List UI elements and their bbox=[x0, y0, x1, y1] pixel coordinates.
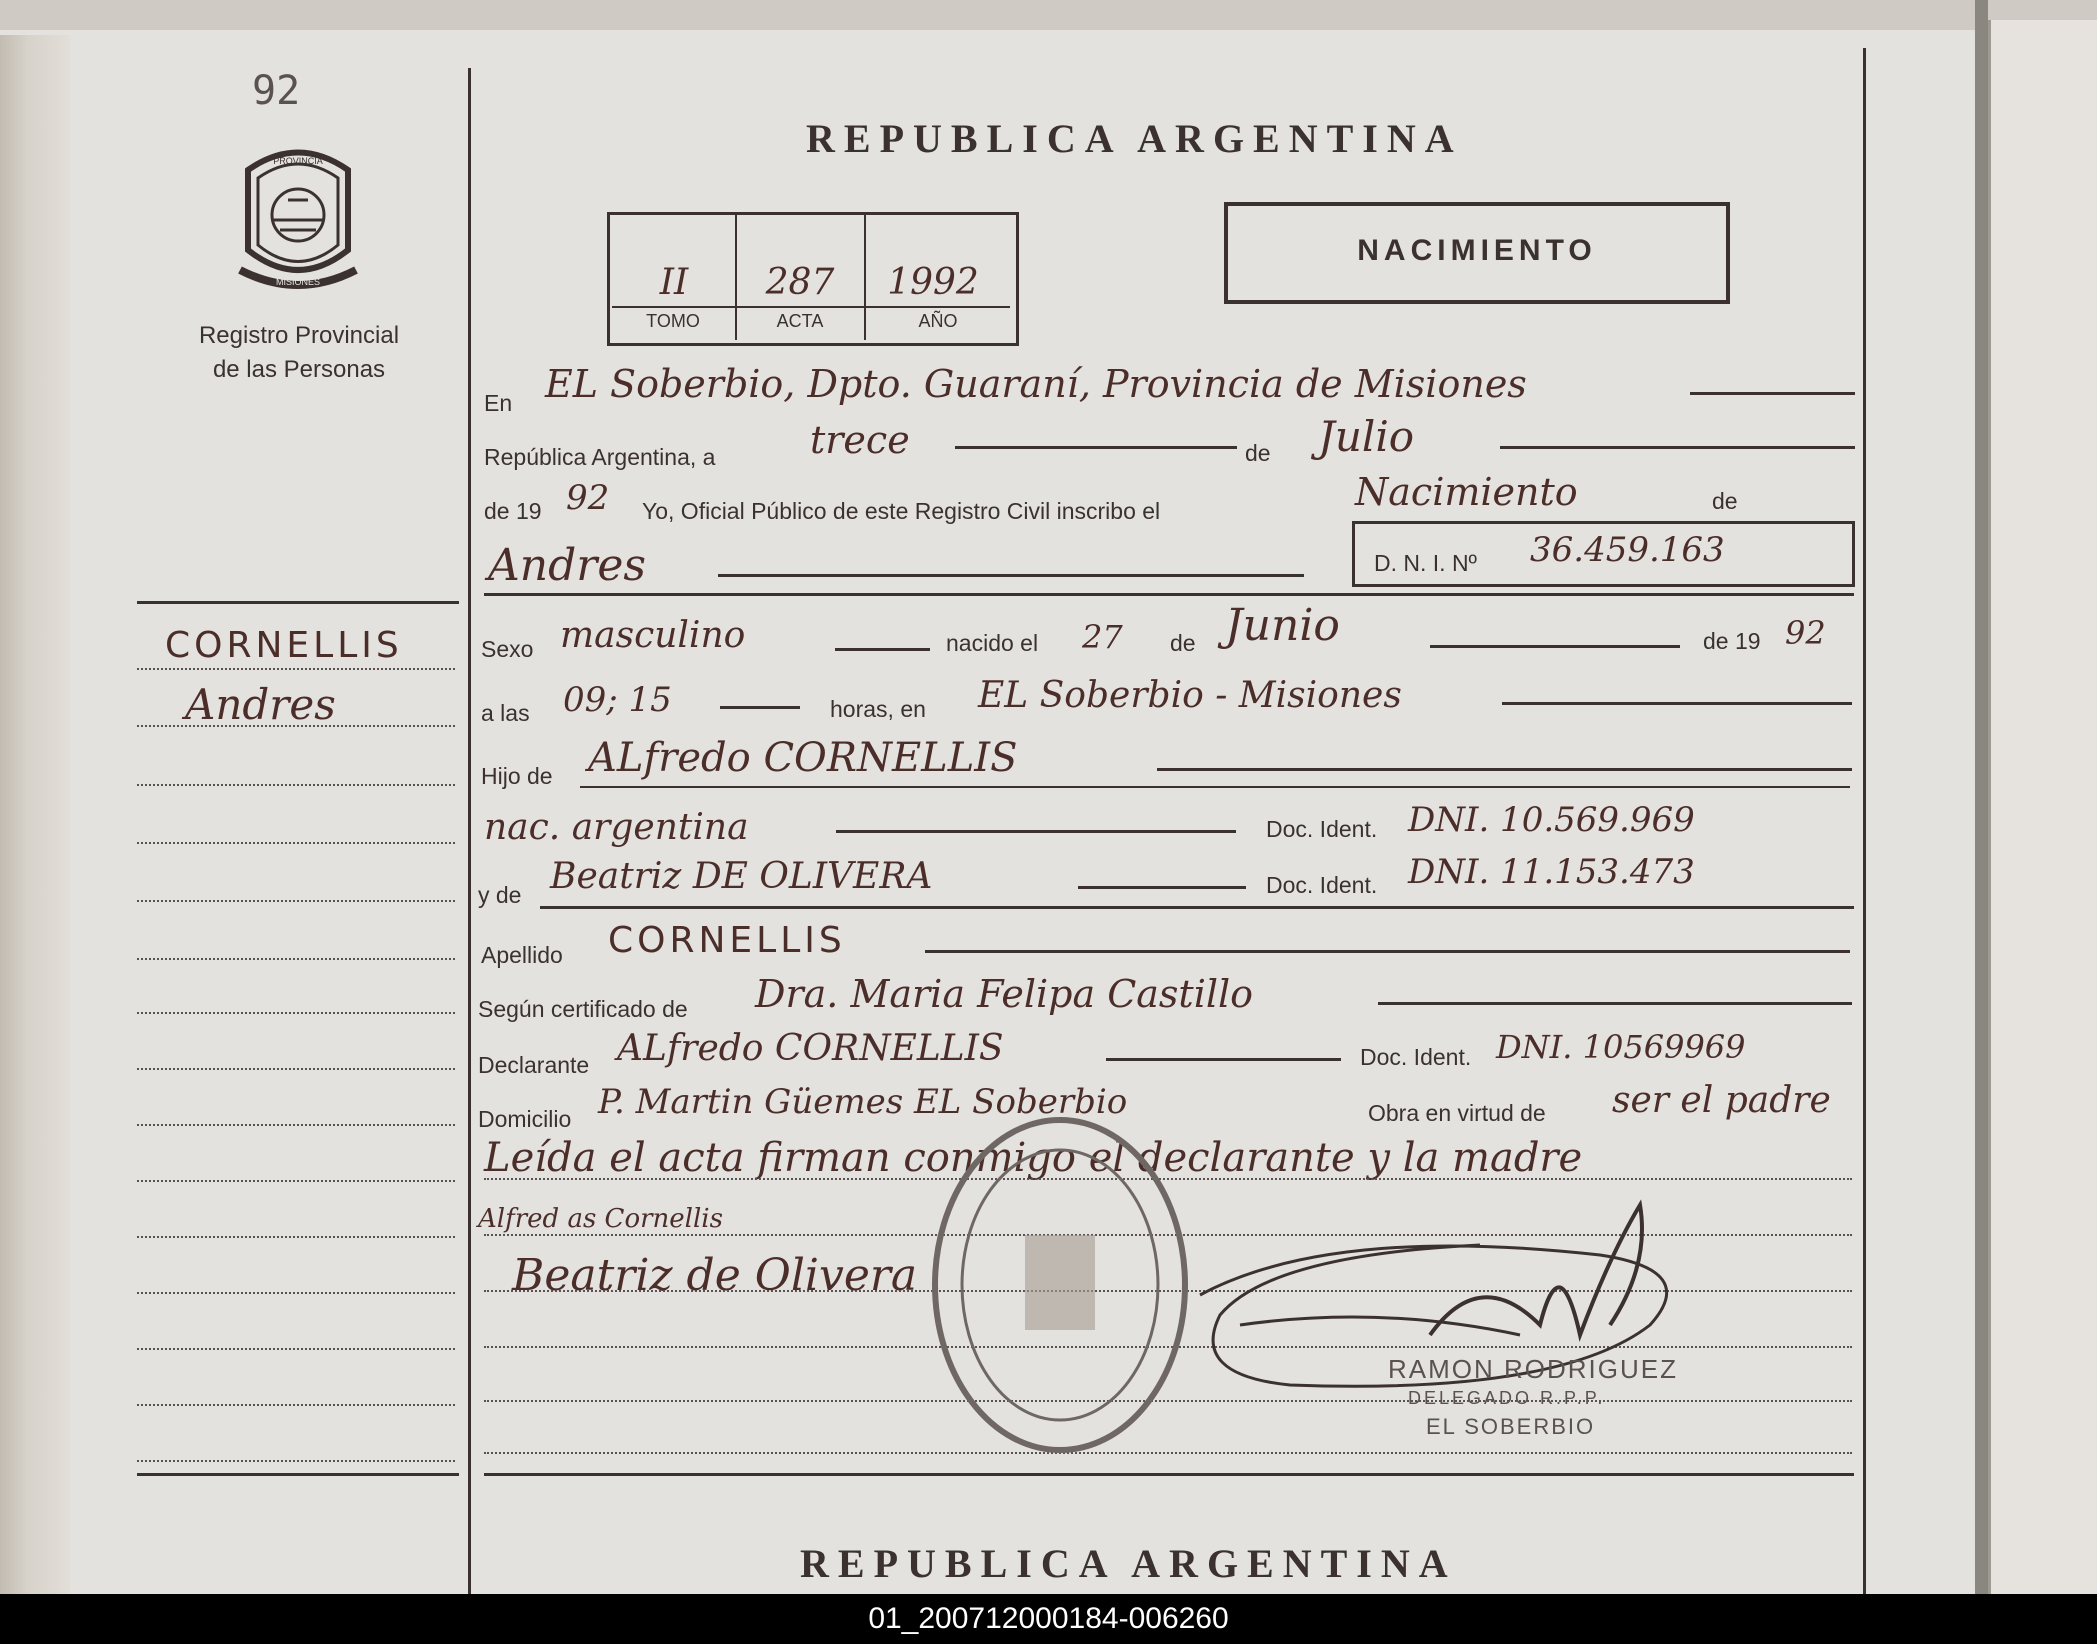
birth-year-suffix: 92 bbox=[1785, 614, 1826, 652]
book-left-edge bbox=[0, 35, 70, 1595]
margin-rule bbox=[137, 900, 455, 902]
mother-name: Beatriz DE OLIVERA bbox=[550, 856, 933, 897]
fill-line bbox=[955, 446, 1237, 449]
fill-line bbox=[835, 648, 930, 651]
bottom-rule bbox=[484, 1473, 1854, 1476]
de-label-3: de bbox=[1170, 630, 1196, 656]
fill-line bbox=[1430, 645, 1680, 648]
margin-rule bbox=[137, 1292, 455, 1294]
acta-label: ACTA bbox=[776, 311, 824, 331]
segun-value: Dra. Maria Felipa Castillo bbox=[755, 972, 1254, 1016]
book-top-edge bbox=[0, 0, 2097, 30]
domicilio-value: P. Martin Güemes EL Soberbio bbox=[598, 1082, 1128, 1122]
acta-value: 287 bbox=[765, 262, 835, 303]
left-column-bottom-rule bbox=[137, 1473, 459, 1476]
fill-line bbox=[1500, 446, 1855, 449]
margin-rule bbox=[137, 1012, 455, 1014]
fill-line bbox=[1157, 768, 1852, 771]
registry-name-line1: Registro Provincial bbox=[198, 322, 400, 349]
fill-line bbox=[1378, 1002, 1852, 1005]
section-rule bbox=[540, 906, 1854, 909]
page-number: 92 bbox=[252, 68, 301, 114]
en-label: En bbox=[484, 390, 513, 416]
apellido-value: CORNELLIS bbox=[608, 920, 846, 961]
republica-label: República Argentina, a bbox=[484, 444, 716, 470]
column-divider bbox=[468, 68, 471, 1594]
hijo-label: Hijo de bbox=[481, 763, 553, 789]
declarante-value: ALfredo CORNELLIS bbox=[617, 1028, 1004, 1069]
anio-value: 1992 bbox=[887, 262, 979, 303]
mother-doc: DNI. 11.153.473 bbox=[1408, 852, 1695, 892]
margin-rule bbox=[137, 1068, 455, 1070]
oficial-text: Yo, Oficial Público de este Registro Civil inscribo el bbox=[642, 498, 1161, 524]
record-type: NACIMIENTO bbox=[1357, 234, 1597, 267]
registry-name-line2: de las Personas bbox=[212, 356, 386, 383]
tomo-label: TOMO bbox=[646, 311, 700, 331]
registry-stamp-icon bbox=[925, 1110, 1195, 1460]
place-value: EL Soberbio, Dpto. Guaraní, Provincia de Misiones bbox=[545, 362, 1527, 406]
day-words: trece bbox=[810, 418, 910, 462]
emblem-bottom-text: MISIONES bbox=[275, 277, 321, 287]
file-id-caption: 01_200712000184-006260 bbox=[0, 1594, 2097, 1644]
left-column-top-rule bbox=[137, 601, 459, 604]
margin-rule bbox=[137, 1124, 455, 1126]
tomo-value: II bbox=[659, 262, 689, 303]
next-page-edge bbox=[1988, 20, 2097, 1595]
box-divider bbox=[735, 215, 737, 340]
birth-place: EL Soberbio - Misiones bbox=[978, 675, 1402, 716]
father-signature: Alfred as Cornellis bbox=[478, 1204, 723, 1234]
year-suffix: 92 bbox=[566, 478, 610, 518]
de-label-2: de bbox=[1712, 488, 1738, 514]
year-prefix: de 19 bbox=[484, 498, 542, 524]
right-margin-rule bbox=[1863, 48, 1866, 1594]
margin-rule bbox=[137, 1180, 455, 1182]
obra-label: Obra en virtud de bbox=[1368, 1100, 1546, 1126]
margin-rule bbox=[137, 1348, 455, 1350]
alas-label: a las bbox=[481, 700, 530, 726]
segun-label: Según certificado de bbox=[478, 996, 688, 1022]
hour-value: 09; 15 bbox=[563, 680, 672, 720]
sexo-value: masculino bbox=[560, 615, 746, 656]
nacido-label: nacido el bbox=[946, 630, 1039, 656]
official-title: DELEGADO R.P.P. bbox=[1408, 1388, 1606, 1408]
margin-rule bbox=[137, 1236, 455, 1238]
fill-line bbox=[1106, 1058, 1341, 1061]
child-name: Andres bbox=[488, 540, 646, 591]
birth-day: 27 bbox=[1082, 618, 1123, 656]
fill-line bbox=[720, 706, 800, 709]
mother-signature: Beatriz de Olivera bbox=[512, 1250, 918, 1301]
yde-label: y de bbox=[478, 882, 522, 908]
horas-label: horas, en bbox=[830, 696, 926, 722]
father-name: ALfredo CORNELLIS bbox=[588, 735, 1018, 781]
header-title: REPUBLICA ARGENTINA bbox=[806, 116, 1463, 161]
margin-rule bbox=[137, 784, 455, 786]
book-gutter bbox=[1975, 0, 1988, 1595]
official-place: EL SOBERBIO bbox=[1426, 1414, 1596, 1439]
birth-month: Junio bbox=[1225, 600, 1340, 651]
fill-line bbox=[1690, 392, 1855, 395]
apellido-label: Apellido bbox=[481, 942, 563, 968]
box-rule bbox=[612, 306, 1010, 308]
margin-rule bbox=[137, 725, 455, 727]
section-rule bbox=[580, 786, 1850, 788]
father-doc: DNI. 10.569.969 bbox=[1408, 800, 1695, 840]
birth-year-prefix: de 19 bbox=[1703, 628, 1761, 654]
fill-line bbox=[925, 950, 1850, 953]
province-emblem-icon bbox=[228, 140, 368, 300]
fill-line bbox=[1078, 886, 1246, 889]
anio-label: AÑO bbox=[918, 311, 958, 331]
domicilio-label: Domicilio bbox=[478, 1106, 572, 1132]
margin-rule bbox=[137, 842, 455, 844]
doc-ident-label: Doc. Ident. bbox=[1266, 816, 1378, 842]
official-name: RAMON RODRIGUEZ bbox=[1388, 1354, 1678, 1384]
de-label: de bbox=[1245, 440, 1271, 466]
fill-line bbox=[1502, 702, 1852, 705]
emblem-top-text: PROVINCIA bbox=[273, 156, 323, 166]
father-nationality: nac. argentina bbox=[484, 807, 749, 848]
declarante-doc: DNI. 10569969 bbox=[1496, 1028, 1746, 1066]
fill-line bbox=[718, 574, 1304, 577]
fill-line bbox=[836, 830, 1236, 833]
dni-label: D. N. I. Nº bbox=[1374, 550, 1477, 576]
leida-text: Leída el acta firman conmigo el declarante y la madre bbox=[484, 1135, 1583, 1181]
footer-title: REPUBLICA ARGENTINA bbox=[800, 1541, 1457, 1586]
margin-surname: CORNELLIS bbox=[165, 625, 403, 666]
dni-value: 36.459.163 bbox=[1530, 530, 1725, 570]
sexo-label: Sexo bbox=[481, 636, 534, 662]
inscribo-value: Nacimiento bbox=[1355, 470, 1578, 514]
month-value: Julio bbox=[1318, 412, 1415, 461]
obra-value: ser el padre bbox=[1612, 1080, 1831, 1121]
declarante-label: Declarante bbox=[478, 1052, 590, 1078]
margin-rule bbox=[137, 1404, 455, 1406]
margin-rule bbox=[137, 1460, 455, 1462]
margin-given-name: Andres bbox=[185, 680, 336, 729]
section-rule bbox=[484, 593, 1854, 596]
doc-ident-label-2: Doc. Ident. bbox=[1266, 872, 1378, 898]
margin-rule bbox=[137, 958, 455, 960]
doc-ident-label-3: Doc. Ident. bbox=[1360, 1044, 1472, 1070]
margin-rule bbox=[137, 668, 455, 670]
